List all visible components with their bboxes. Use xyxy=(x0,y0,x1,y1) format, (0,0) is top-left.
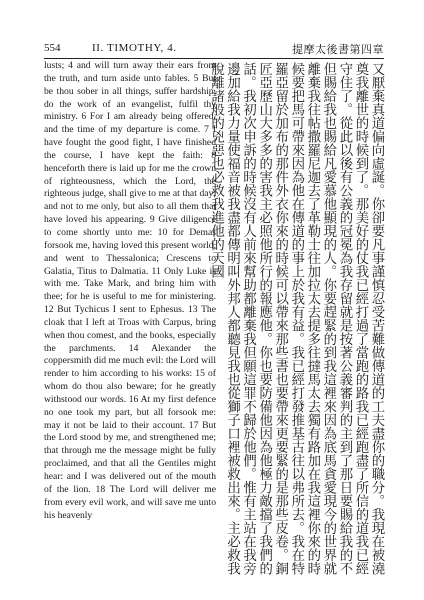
chinese-text: 又厭棄真道偏向虛誕。你卻要凡事謹慎忍受苦難做傳道的工夫盡你的職分。我現在被澆奠我離世的時候到了。那美好的仗我已經打過了當跑的路我已經跑盡了所信的道我已經守住了。從此以後有公義的冠冕為我存留就是按著公義審判的主到了那日要賜給我的不但賜給我也賜給凡愛慕他顯現的人。你要趕緊的到我這裡來因為底馬貪愛現今的世界就離棄我往帖撒羅尼迦去了革勒士往加拉太去提多往撻馬太去獨有路加在我這裡你來的時候要把馬可帶來因為他在傳道的事上於我有益。我已經打發推基古往以弗所去。我在特羅亞留於加布的那件外衣你來的時候可以帶來那些書也要帶來更要緊的是那些皮卷。銅匠亞歷山大多多的害我主必照他所行的報應他。你也要防備他因為他極力敵擋了我們的話。我初次申訴的時候沒有人前來幫助都離棄我但願這罪不歸於他們。惟有主站在我旁邊加給我力量使福音被我盡都傳明叫外邦人都聽見我也從獅子口裡被救出來。主必救我脫離諸般的兇惡也必救我進他的天國 xyxy=(208,62,384,575)
english-column xyxy=(44,60,216,522)
english-text: lusts; 4 and will turn away their ears from the truth, and turn aside unto fables. 5 But be thou sober in all things, suffer hardship, do the work of an evangelist, fulfil thy ministry. 6 For I am already being offered, and the time of my departure is come. 7 I have fought the good fight, I have finished the course, I have kept the faith: 8 henceforth there is laid up for me the crown of righteousness, which the Lord, the righteous judge, shall give to me at that day; and not to me only, but also to all them that have loved his appearing. 9 Give diligence to come shortly unto me: 10 for Demas forsook me, having loved this present world, and went to Thessalonica; Crescens to Galatia, Titus to Dalmatia. 11 Only Luke is with me. Take Mark, and bring him with thee; for he is useful to me for ministering. 12 But Tychicus I sent to Ephesus. 13 The cloak that I left at Troas with Carpus, bring when thou comest, and the books, especially the parchments. 14 Alexander the coppersmith did me much evil: the Lord will render to him according to his works: 15 of whom do thou also beware; for he greatly withstood our words. 16 At my first defence no one took my part, but all forsook me: may it not be laid to their account. 17 But the Lord stood by me, and strengthened me; that through me the message might be fully proclaimed, and that all the Gentiles might hear: and I was delivered out of the mouth of the lion. 18 The Lord will deliver me from every evil work, and will save me unto his heavenly xyxy=(44,60,216,521)
header-rule xyxy=(44,58,384,59)
chinese-running-title: 提摩太後書第四章 xyxy=(292,44,384,56)
page-header xyxy=(44,40,384,58)
running-title: II. TIMOTHY, 4. xyxy=(92,42,177,54)
page-number: 554 xyxy=(44,42,61,54)
chinese-column xyxy=(208,62,384,582)
